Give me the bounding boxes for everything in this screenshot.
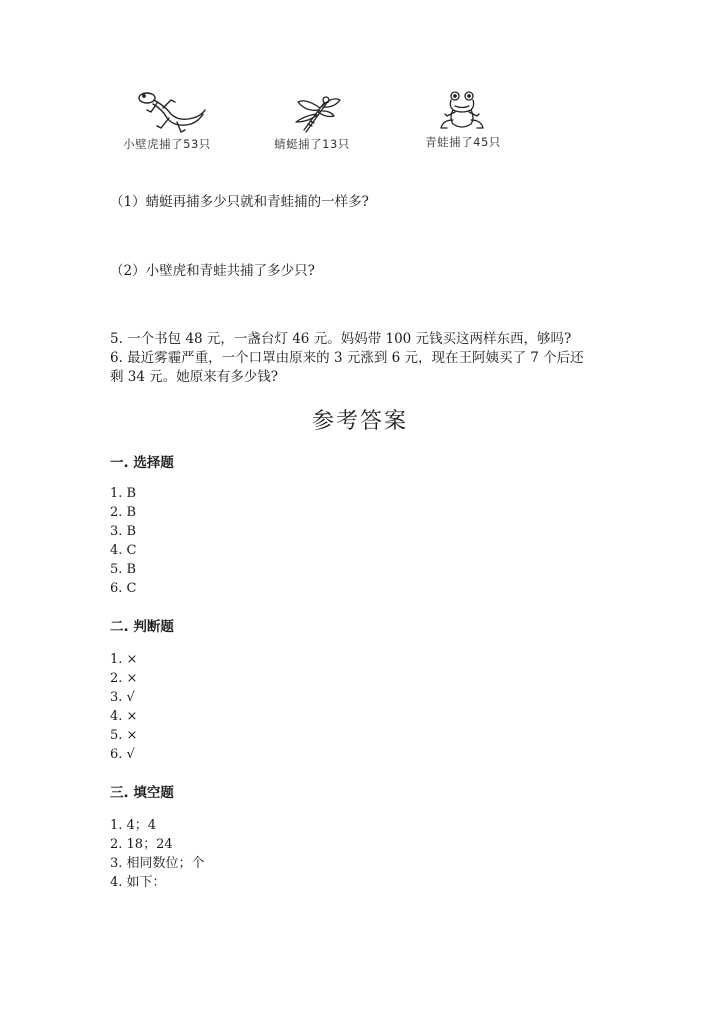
list-item: 5. × — [110, 728, 138, 743]
figure-caption: 小壁虎捕了53只 — [123, 137, 211, 151]
list-item: 6. C — [110, 581, 137, 596]
answer-list-fill — [110, 816, 205, 892]
list-item: 4. 如下： — [110, 875, 166, 890]
gecko-icon — [127, 88, 207, 136]
list-item: 6. √ — [110, 747, 135, 762]
list-item: 2. 18；24 — [110, 837, 173, 852]
section-heading-fill: 三. 填空题 — [110, 785, 174, 801]
section-heading-choice: 一. 选择题 — [110, 455, 174, 471]
list-item: 4. C — [110, 543, 137, 558]
figure-caption: 蜻蜓捕了13只 — [274, 137, 350, 151]
list-item: 2. B — [110, 505, 137, 520]
list-item: 1. × — [110, 652, 138, 667]
question-6-line-2: 剩 34 元。她原来有多少钱? — [110, 369, 278, 385]
section-heading-judge: 二. 判断题 — [110, 619, 174, 635]
list-item: 5. B — [110, 562, 137, 577]
sub-question-1: （1）蜻蜓再捕多少只就和青蛙捕的一样多? — [110, 194, 369, 210]
list-item: 2. × — [110, 671, 138, 686]
question-6-line-1: 6. 最近雾霾严重，一个口罩由原来的 3 元涨到 6 元，现在王阿姨买了 7 个后还 — [110, 350, 584, 366]
frog-icon — [435, 90, 491, 134]
list-item: 3. √ — [110, 690, 135, 705]
answer-list-judge — [110, 650, 137, 764]
answer-key-title: 参考答案 — [311, 409, 408, 434]
list-item: 1. B — [110, 486, 137, 501]
sub-question-2: （2）小壁虎和青蛙共捕了多少只? — [110, 263, 315, 279]
figure-frog — [408, 90, 518, 150]
answer-list-choice — [110, 484, 136, 598]
dragonfly-icon — [282, 92, 342, 136]
list-item: 3. B — [110, 524, 137, 539]
figure-dragonfly — [257, 92, 367, 152]
figure-gecko — [112, 88, 222, 152]
question-5: 5. 一个书包 48 元，一盏台灯 46 元。妈妈带 100 元钱买这两样东西，够吗? — [110, 331, 572, 347]
list-item: 4. × — [110, 709, 138, 724]
list-item: 1. 4；4 — [110, 818, 157, 833]
figure-caption: 青蛙捕了45只 — [425, 135, 501, 149]
list-item: 3. 相同数位；个 — [110, 856, 205, 871]
